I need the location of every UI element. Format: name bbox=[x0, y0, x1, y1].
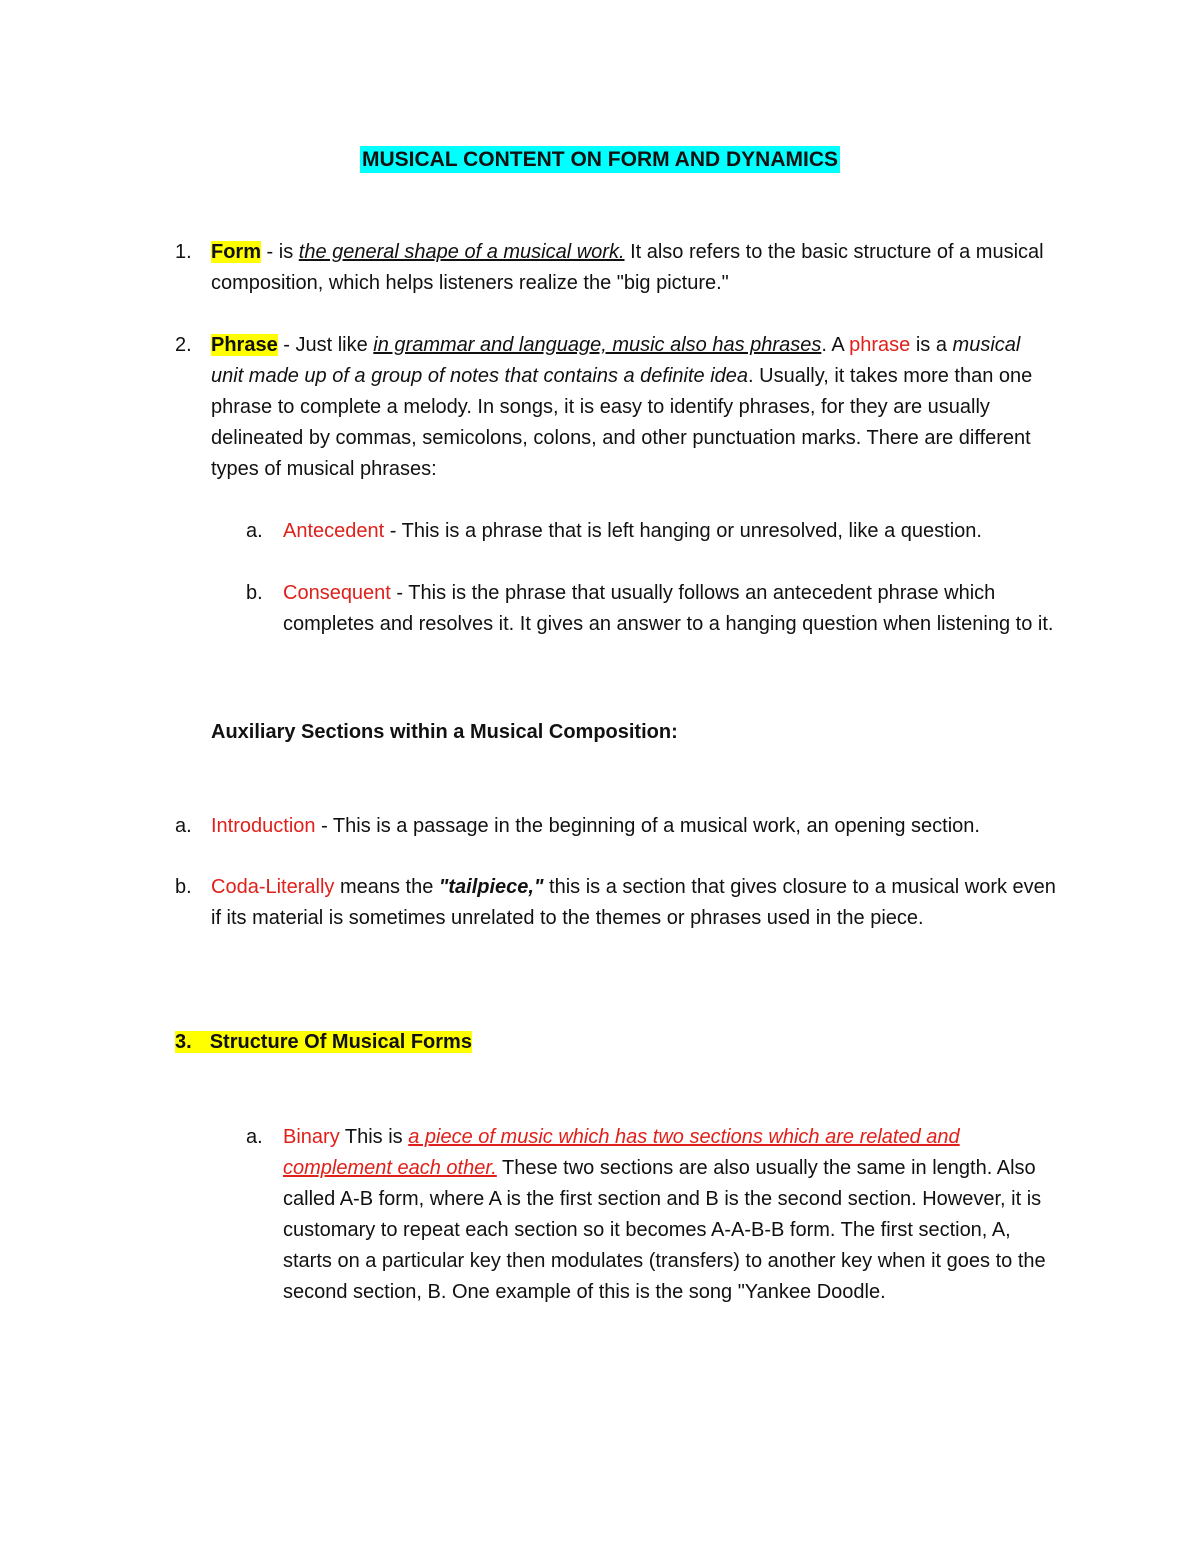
term-form: Form bbox=[211, 241, 261, 263]
phrase-reference: in grammar and language, music also has phrases bbox=[373, 334, 822, 356]
item-antecedent: Antecedent - This is a phrase that is left hanging or unresolved, like a question. bbox=[283, 520, 982, 542]
page-title bbox=[0, 145, 1200, 175]
item-number-1: 1. bbox=[175, 241, 192, 263]
coda-quote: "tailpiece," bbox=[438, 876, 544, 898]
term-antecedent: Antecedent bbox=[283, 520, 385, 542]
item-phrase: Phrase - Just like in grammar and language, music also has phrases. A phrase is a musical unit made up of a group of notes that contains a definite idea. Usually, it takes more than one phrase to complete a melody. In songs, it is easy to identify phrases, for they are usually delineated by commas, semicolons, colons, and other punctuation marks. There are different types of musical phrases: bbox=[211, 334, 1033, 480]
binary-marker-a: a. bbox=[246, 1126, 263, 1148]
item-coda: Coda-Literally means the "tailpiece," this is a section that gives closure to a musical work even if its material is sometimes unrelated to the themes or phrases used in the piece. bbox=[211, 876, 1056, 929]
term-phrase-red: phrase bbox=[849, 334, 911, 356]
item-binary: Binary This is a piece of music which has two sections which are related and complement each other. These two sections are also usually the same in length. Also called A-B form, where A is the first section and B is the second section. However, it is customary to repeat each section so it becomes A-A-B-B form. The first section, A, starts on a particular key then modulates (transfers) to another key when it goes to the second section, B. One example of this is the song "Yankee Doodle. bbox=[283, 1126, 1046, 1303]
form-definition: the general shape of a musical work. bbox=[298, 241, 625, 263]
sub-marker-b: b. bbox=[246, 582, 263, 604]
term-consequent: Consequent bbox=[283, 582, 391, 604]
item-form: Form - is the general shape of a musical work. It also refers to the basic structure of a musical composition, which helps listeners realize the "big picture." bbox=[211, 241, 1044, 294]
item-structure-heading bbox=[175, 1027, 575, 1058]
term-introduction: Introduction bbox=[211, 815, 316, 837]
item-consequent: Consequent - This is the phrase that usually follows an antecedent phrase which completes and resolves it. It gives an answer to a hanging question when listening to it. bbox=[283, 582, 1054, 635]
binary-definition: a piece of music which has two sections which are related and complement each other. bbox=[283, 1126, 960, 1179]
item-number-2: 2. bbox=[175, 334, 192, 356]
auxiliary-heading: Auxiliary Sections within a Musical Composition: bbox=[211, 721, 678, 743]
aux-marker-b: b. bbox=[175, 876, 192, 898]
item-introduction: Introduction - This is a passage in the beginning of a musical work, an opening section. bbox=[211, 815, 980, 837]
term-phrase: Phrase bbox=[211, 334, 278, 356]
term-binary: Binary bbox=[283, 1126, 340, 1148]
title-highlight: MUSICAL CONTENT ON FORM AND DYNAMICS bbox=[362, 148, 838, 171]
sub-marker-a: a. bbox=[246, 520, 263, 542]
aux-marker-a: a. bbox=[175, 815, 192, 837]
phrase-definition: musical unit made up of a group of notes that contains a definite idea bbox=[211, 334, 1021, 387]
term-coda: Coda-Literally bbox=[211, 876, 335, 898]
structure-heading: 3. Structure Of Musical Forms bbox=[175, 1031, 472, 1053]
